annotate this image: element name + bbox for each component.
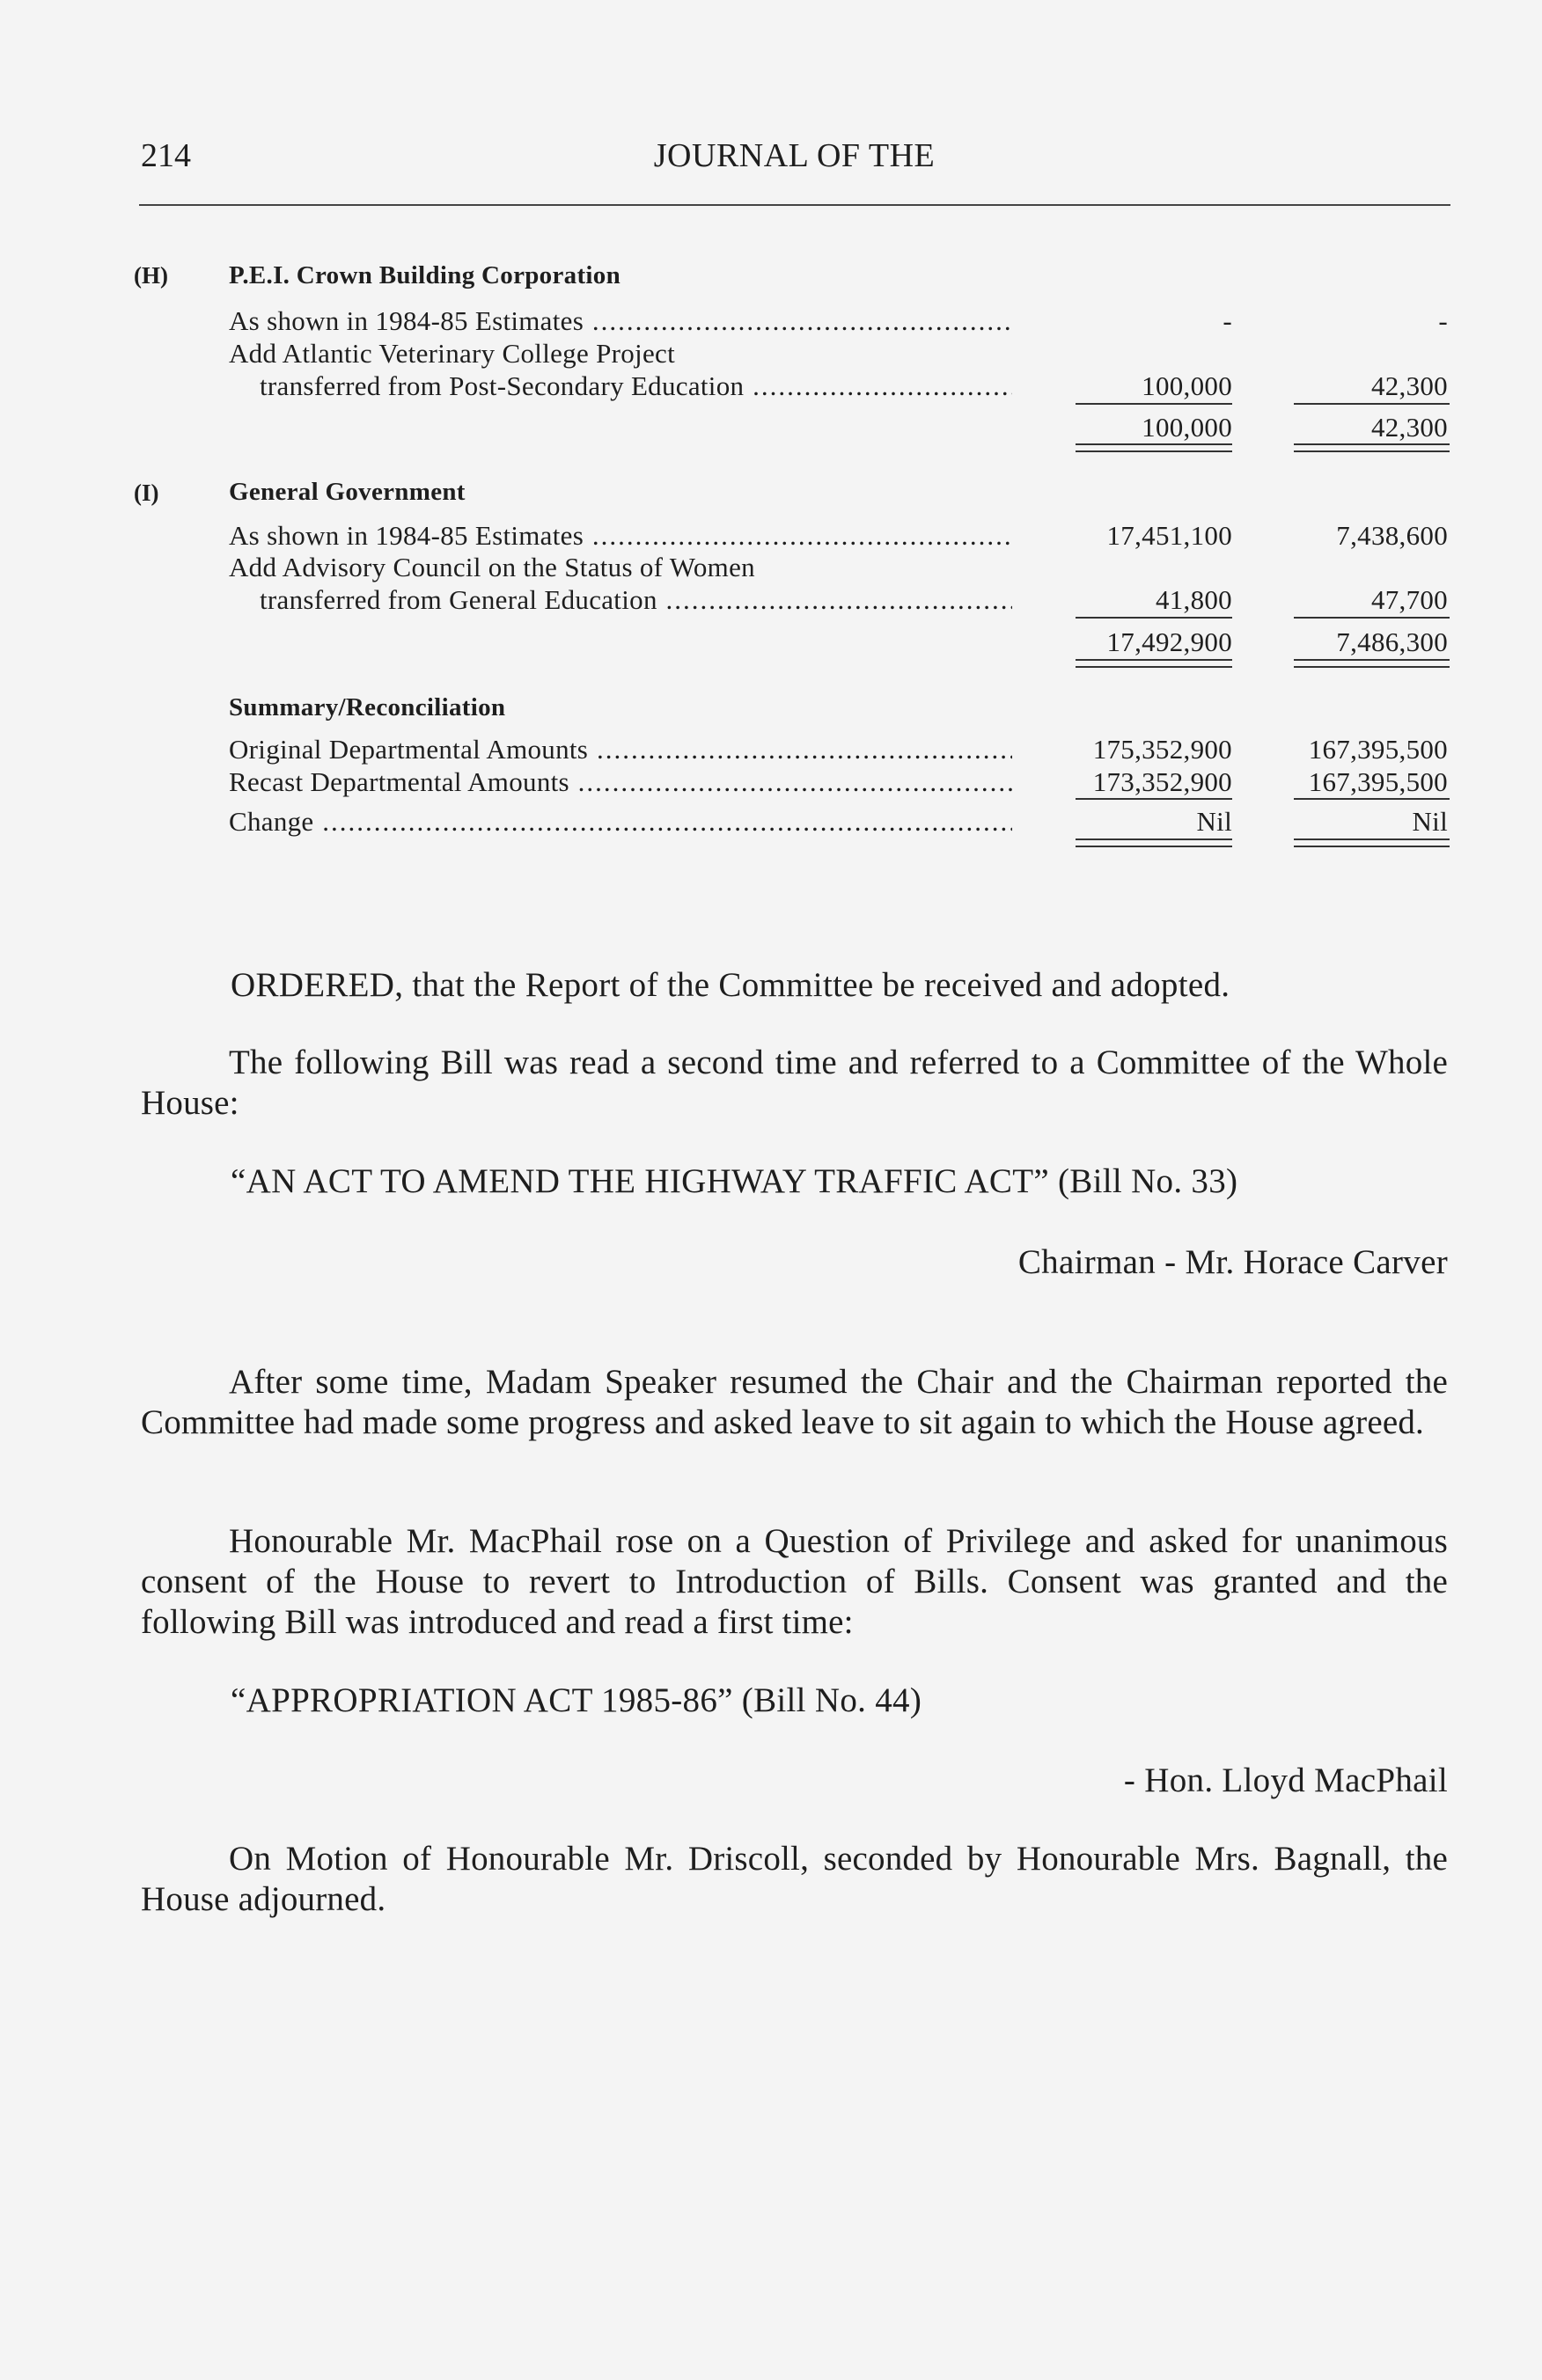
summary-row2-v1: 173,352,900: [1092, 766, 1232, 797]
second-reading-text: The following Bill was read a second time and referred to a Committee of the Whole House:: [141, 1044, 1448, 1122]
section-i-row1-v2: 7,438,600: [1336, 520, 1448, 551]
privilege-text: Honourable Mr. MacPhail rose on a Question of Privilege and asked for unanimous consent of the House to revert to Introduction of Bills. Consent was granted and the following Bill was introduced and read a first time:: [141, 1522, 1448, 1641]
section-i-row3-label: transferred from General Education .....: [260, 582, 1012, 618]
section-i-letter: (I): [134, 480, 159, 506]
sponsor-line: - Hon. Lloyd MacPhail: [1123, 1761, 1448, 1799]
section-h-total-v2: 42,300: [1370, 412, 1448, 443]
adjourn-text: On Motion of Honourable Mr. Driscoll, seconded by Honourable Mrs. Bagnall, the House adjourned.: [141, 1840, 1448, 1918]
summary-rule-1: [1076, 798, 1232, 800]
running-head: [141, 136, 1448, 189]
summary-row2-label: Recast Departmental Amounts .....: [229, 765, 1012, 800]
summary-double-rule-1: [1076, 838, 1232, 847]
section-i-row2-label: Add Advisory Council on the Status of Women: [229, 552, 755, 582]
summary-rule-2: [1294, 798, 1450, 800]
section-h-total-v1: 100,000: [1142, 412, 1232, 443]
section-i-total-double-rule-1: [1076, 659, 1232, 668]
after-time-paragraph: [141, 1362, 1448, 1443]
section-i-subtotal-rule-2: [1294, 617, 1450, 619]
section-i-title: General Government: [229, 478, 466, 506]
section-h-subtotal-rule-1: [1076, 403, 1232, 405]
section-h-total-double-rule-2: [1294, 443, 1450, 452]
summary-title: Summary/Reconciliation: [229, 693, 506, 721]
summary-row3-v1: Nil: [1196, 806, 1232, 837]
after-time-text: After some time, Madam Speaker resumed the Chair and the Chairman reported the Committee had made some progress and asked leave to sit again to which the House agreed.: [141, 1363, 1448, 1441]
summary-row3-label: Change .....: [229, 804, 1012, 839]
section-i-row1-label: As shown in 1984-85 Estimates .....: [229, 518, 1012, 553]
summary-row1-v2: 167,395,500: [1308, 734, 1448, 765]
journal-title: JOURNAL OF THE: [653, 137, 936, 174]
section-i-total-double-rule-2: [1294, 659, 1450, 668]
section-h-row2-label: Add Atlantic Veterinary College Project: [229, 338, 676, 369]
section-i-subtotal-rule-1: [1076, 617, 1232, 619]
second-reading-paragraph: [141, 1043, 1448, 1124]
ordered-statement: ORDERED, that the Report of the Committee be received and adopted.: [231, 966, 1230, 1004]
section-h-total-double-rule-1: [1076, 443, 1232, 452]
summary-row1-v1: 175,352,900: [1092, 734, 1232, 765]
summary-row2-v2: 167,395,500: [1308, 766, 1448, 797]
page-number: 214: [141, 137, 191, 174]
section-h-row1-v2: -: [1438, 305, 1448, 336]
section-i-total-v2: 7,486,300: [1336, 626, 1448, 657]
privilege-paragraph: [141, 1521, 1448, 1643]
header-rule: [139, 204, 1450, 206]
adjourn-paragraph: [141, 1839, 1448, 1920]
bill-44-title: “APPROPRIATION ACT 1985-86” (Bill No. 44): [231, 1681, 922, 1719]
chairman-line: Chairman - Mr. Horace Carver: [1017, 1243, 1448, 1281]
section-h-subtotal-rule-2: [1294, 403, 1450, 405]
bill-33-title: “AN ACT TO AMEND THE HIGHWAY TRAFFIC ACT” (Bill No. 33): [231, 1162, 1238, 1200]
section-h-letter: (H): [134, 262, 168, 289]
section-h-row1-v1: -: [1223, 305, 1232, 336]
section-i-row3-v1: 41,800: [1155, 584, 1232, 615]
section-i-total-v1: 17,492,900: [1106, 626, 1232, 657]
summary-row3-v2: Nil: [1412, 806, 1448, 837]
summary-row1-label: Original Departmental Amounts .....: [229, 732, 1012, 767]
section-h-row3-v2: 42,300: [1370, 370, 1448, 401]
section-h-row1-label: As shown in 1984-85 Estimates .....: [229, 304, 1012, 339]
summary-double-rule-2: [1294, 838, 1450, 847]
section-h-row3-v1: 100,000: [1142, 370, 1232, 401]
section-i-row3-v2: 47,700: [1370, 584, 1448, 615]
section-h-title: P.E.I. Crown Building Corporation: [229, 261, 620, 289]
section-h-row3-label: transferred from Post-Secondary Education .....: [260, 369, 1012, 404]
section-i-row1-v1: 17,451,100: [1106, 520, 1232, 551]
